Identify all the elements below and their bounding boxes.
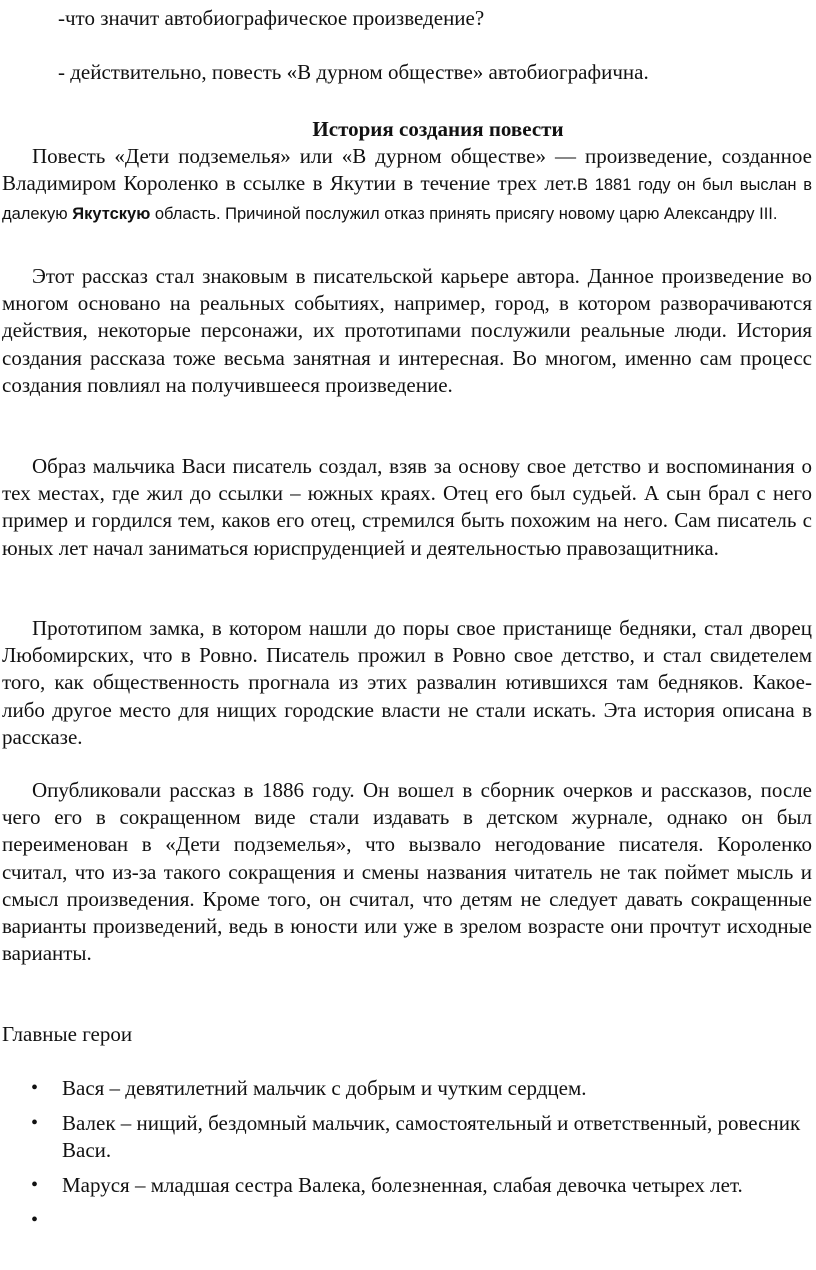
bullet-icon: • bbox=[31, 1209, 39, 1231]
bullet-icon: • bbox=[31, 1174, 39, 1196]
list-item bbox=[0, 1075, 816, 1102]
bullet-icon: • bbox=[31, 1112, 39, 1134]
main-characters-title: Главные герои bbox=[2, 1022, 133, 1046]
hero-text: Маруся – младшая сестра Валека, болезненная, слабая девочка четырех лет. bbox=[62, 1173, 743, 1197]
paragraph-intro-sans-before: В 1881 году он был выслан в далекую bbox=[2, 176, 812, 224]
bullet-icon: • bbox=[31, 1077, 39, 1099]
hero-text: Валек – нищий, бездомный мальчик, самостоятельный и ответственный, ровесник Васи. bbox=[62, 1111, 801, 1162]
list-item bbox=[0, 1110, 816, 1164]
question-line-2: - действительно, повесть «В дурном обществе» автобиографична. bbox=[58, 60, 649, 84]
paragraph-intro-sans-bold: Якутскую bbox=[72, 205, 151, 224]
paragraph-intro-serif: Повесть «Дети подземелья» или «В дурном обществе» — произведение, созданное Владимиром Короленко в ссылке в Якутии в течение трех лет. bbox=[2, 144, 812, 196]
paragraph-intro-sans-after: область. Причиной послужил отказ принять присягу новому царю Александру III. bbox=[150, 205, 778, 224]
hero-text: Вася – девятилетний мальчик с добрым и чутким сердцем. bbox=[62, 1076, 587, 1100]
question-line-1: -что значит автобиографическое произведение? bbox=[58, 6, 485, 30]
paragraph-intro bbox=[2, 143, 812, 229]
section-heading: История создания повести bbox=[312, 117, 564, 141]
heroes-list bbox=[0, 1075, 816, 1242]
paragraph-5: Опубликовали рассказ в 1886 году. Он вошел в сборник очерков и рассказов, после чего его в сокращенном виде стали издавать в детском журнале, однако он был переименован в «Дети подземелья», что вызвало негодование писателя. Короленко считал, что из-за такого сокращения и смены названия читатель не так поймет мысль и смысл произведения. Кроме того, он считал, что детям не следует давать сокращенные варианты произведений, ведь в юности или уже в зрелом возрасте они прочтут исходные варианты. bbox=[2, 778, 812, 966]
paragraph-2: Этот рассказ стал знаковым в писательской карьере автора. Данное произведение во многом основано на реальных событиях, например, город, в котором разворачиваются действия, некоторые персонажи, их прототипами послужили реальные люди. История создания рассказа тоже весьма занятная и интересная. Во многом, именно сам процесс создания повлиял на получившееся произведение. bbox=[2, 264, 812, 397]
paragraph-4: Прототипом замка, в котором нашли до поры свое пристанище бедняки, стал дворец Любомирских, что в Ровно. Писатель прожил в Ровно свое детство, и стал свидетелем того, как общественность прогнала из этих развалин ютившихся там бедняков. Какое-либо другое место для нищих городские власти не стали искать. Эта история описана в рассказе. bbox=[2, 616, 812, 749]
list-item-empty bbox=[0, 1207, 816, 1234]
paragraph-3: Образ мальчика Васи писатель создал, взяв за основу свое детство и воспоминания о тех местах, где жил до ссылки – южных краях. Отец его был судьей. А сын брал с него пример и гордился тем, каков его отец, стремился быть похожим на него. Сам писатель с юных лет начал заниматься юриспруденцией и деятельностью правозащитника. bbox=[2, 454, 812, 560]
list-item bbox=[0, 1172, 816, 1199]
